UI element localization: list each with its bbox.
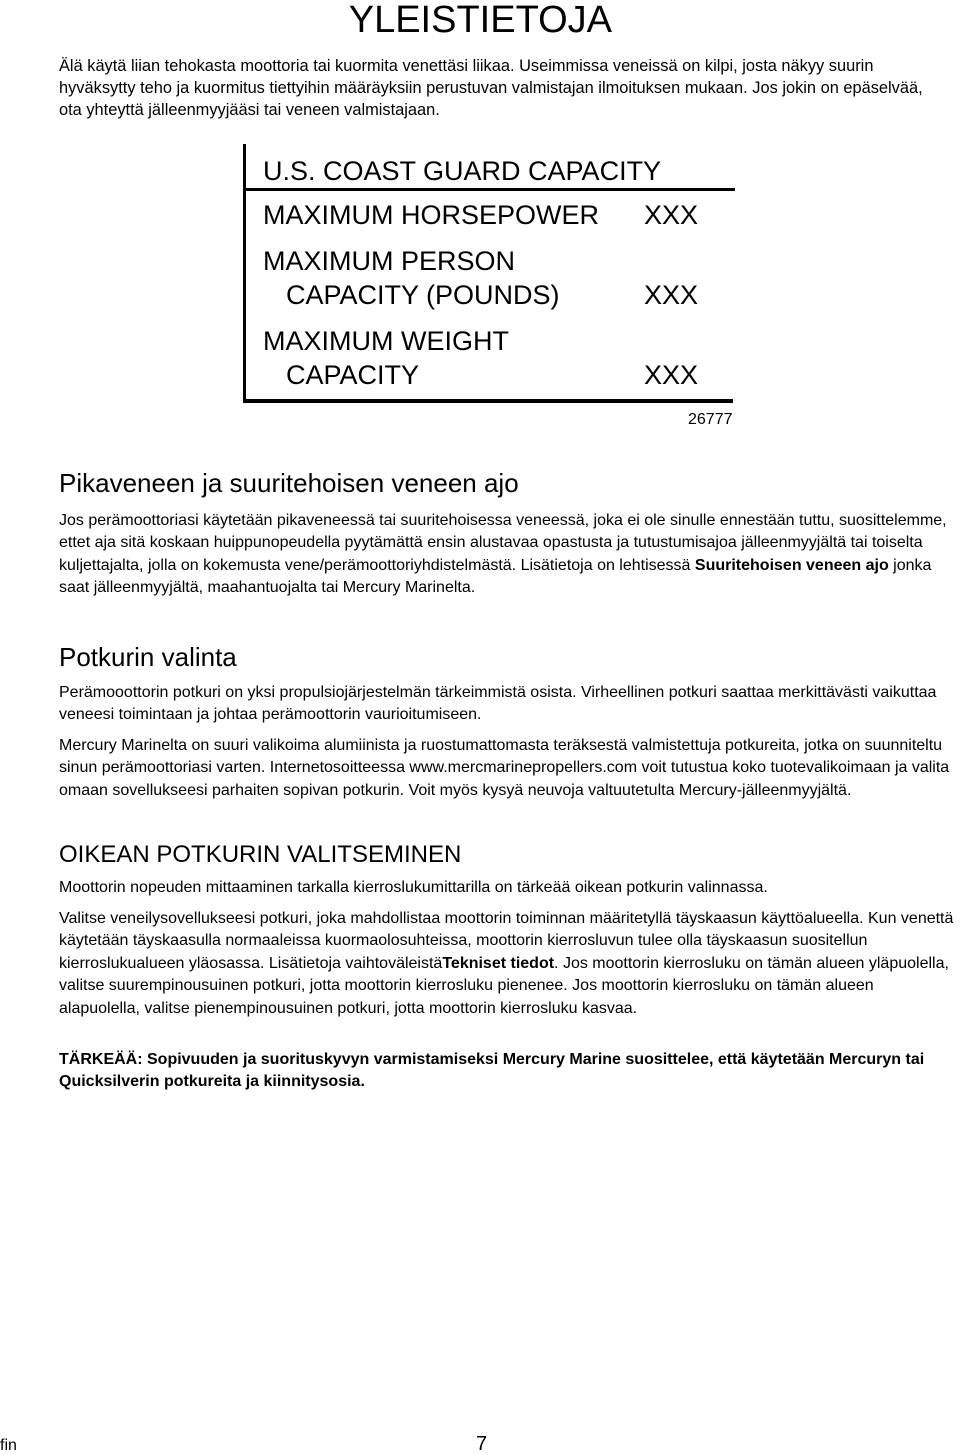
figure-number: 26777 [688, 411, 733, 428]
paragraph-text: jonka saat jälleenmyyjältä, maahantuojalta tai Mercury Marinelta. [59, 556, 932, 597]
footer-page-number: 7 [476, 1433, 488, 1455]
intro-paragraph: Älä käytä liian tehokasta moottoria tai kuormita venettäsi liikaa. Useimmissa veneissä on kilpi, josta näkyy suurin hyväksytty teho ja kuormitus tiettyihin määräyksiin perustuvan valmistajan ilmoituksen mukaan. Jos jokin on epäselvää, ota yhteyttä jälleenmyyjääsi tai veneen valmistajaan. [59, 57, 923, 119]
label-weight-value: XXX [644, 360, 699, 390]
label-hp-value: XXX [644, 200, 699, 230]
capacity-label-illustration [243, 144, 733, 403]
propeller-paragraph-1: Perämooottorin potkuri on yksi propulsiojärjestelmän tärkeimmistä osista. Virheellinen potkuri saattaa merkittävästi vaikuttaa veneesi toimintaan ja johtaa perämoottorin vaurioitumiseen. [59, 684, 937, 724]
paragraph-text: . Jos moottorin kierrosluku on tämän alueen yläpuolella, valitse suurempinousuinen potkuri, jotta moottorin kierrosluku pienenee. Jos moottorin kierrosluku on tämän alueen alapuolella, valitse pienempinousuinen potkuri, jotta moottorin kierrosluku kasvaa. [59, 954, 949, 1017]
label-person-label-2: CAPACITY (POUNDS) [286, 280, 560, 310]
label-weight-label-2: CAPACITY [286, 360, 420, 390]
propeller-paragraph-2: Mercury Marinelta on suuri valikoima alumiinista ja ruostumattomasta teräksestä valmistettuja potkureita, jotka on suunniteltu sinun perämoottoriasi varten. Internetosoitteessa www.mercmarinepropellers.com voit tutustua koko tuotevalikoimaan ja valita omaan sovellukseesi parhaiten sopivan potkurin. Voit myös kysyä neuvoja valtuutetulta Mercury-jälleenmyyjältä. [59, 737, 950, 799]
section-heading-high-speed: Pikaveneen ja suuritehoisen veneen ajo [59, 468, 519, 498]
section-paragraph-high-speed [59, 510, 959, 600]
section-heading-propeller: Potkurin valinta [59, 642, 237, 672]
paragraph-text: Valitse veneilysovellukseesi potkuri, joka mahdollistaa moottorin toiminnan määritetyllä täyskaasun käyttöalueella. Kun venettä käytetään täyskaasulla normaaleissa kuormaolosuhteissa, moottorin kierrosluvun tulee olla täyskaasun suositellun kierroslukualueen yläosassa. Lisätietoja vaihtoväleistä [59, 910, 954, 972]
selecting-paragraph-2 [59, 908, 959, 1020]
label-top-rule [246, 188, 735, 191]
selecting-paragraph-1: Moottorin nopeuden mittaaminen tarkalla kierroslukumittarilla on tärkeää oikean potkurin valinnassa. [59, 879, 768, 896]
paragraph-text: Jos perämoottoriasi käytetään pikaveneessä tai suuritehoisessa veneessä, joka ei ole sinulle ennestään tuttu, suosittelemme, ettet aja sitä koskaan huippunopeudella pyytämättä ensin alustavaa opastusta ja tutustumisajoa jälleenmyyjältä tai toiselta kuljettajalta, jolla on kokemusta vene/perämoottoriyhdistelmästä. Lisätietoja on lehtisessä [59, 512, 947, 574]
label-person-value: XXX [644, 280, 699, 310]
footer-language: fin [0, 1437, 17, 1454]
leaflet-title: Suuritehoisen veneen ajo [694, 556, 889, 574]
important-notice: TÄRKEÄÄ: Sopivuuden ja suorituskyvyn varmistamiseksi Mercury Marine suosittelee, että käytetään Mercuryn tai Quicksilverin potkureita ja kiinnitysosia. [59, 1051, 925, 1091]
label-heading: U.S. COAST GUARD CAPACITY [263, 156, 662, 186]
label-weight-label-1: MAXIMUM WEIGHT [263, 326, 509, 356]
label-person-label-1: MAXIMUM PERSON [263, 246, 516, 276]
page-title: YLEISTIETOJA [348, 0, 612, 41]
section-heading-selecting-propeller: OIKEAN POTKURIN VALITSEMINEN [59, 841, 462, 868]
label-hp-label: MAXIMUM HORSEPOWER [263, 200, 600, 230]
specs-reference: Tekniset tiedot [442, 954, 555, 972]
